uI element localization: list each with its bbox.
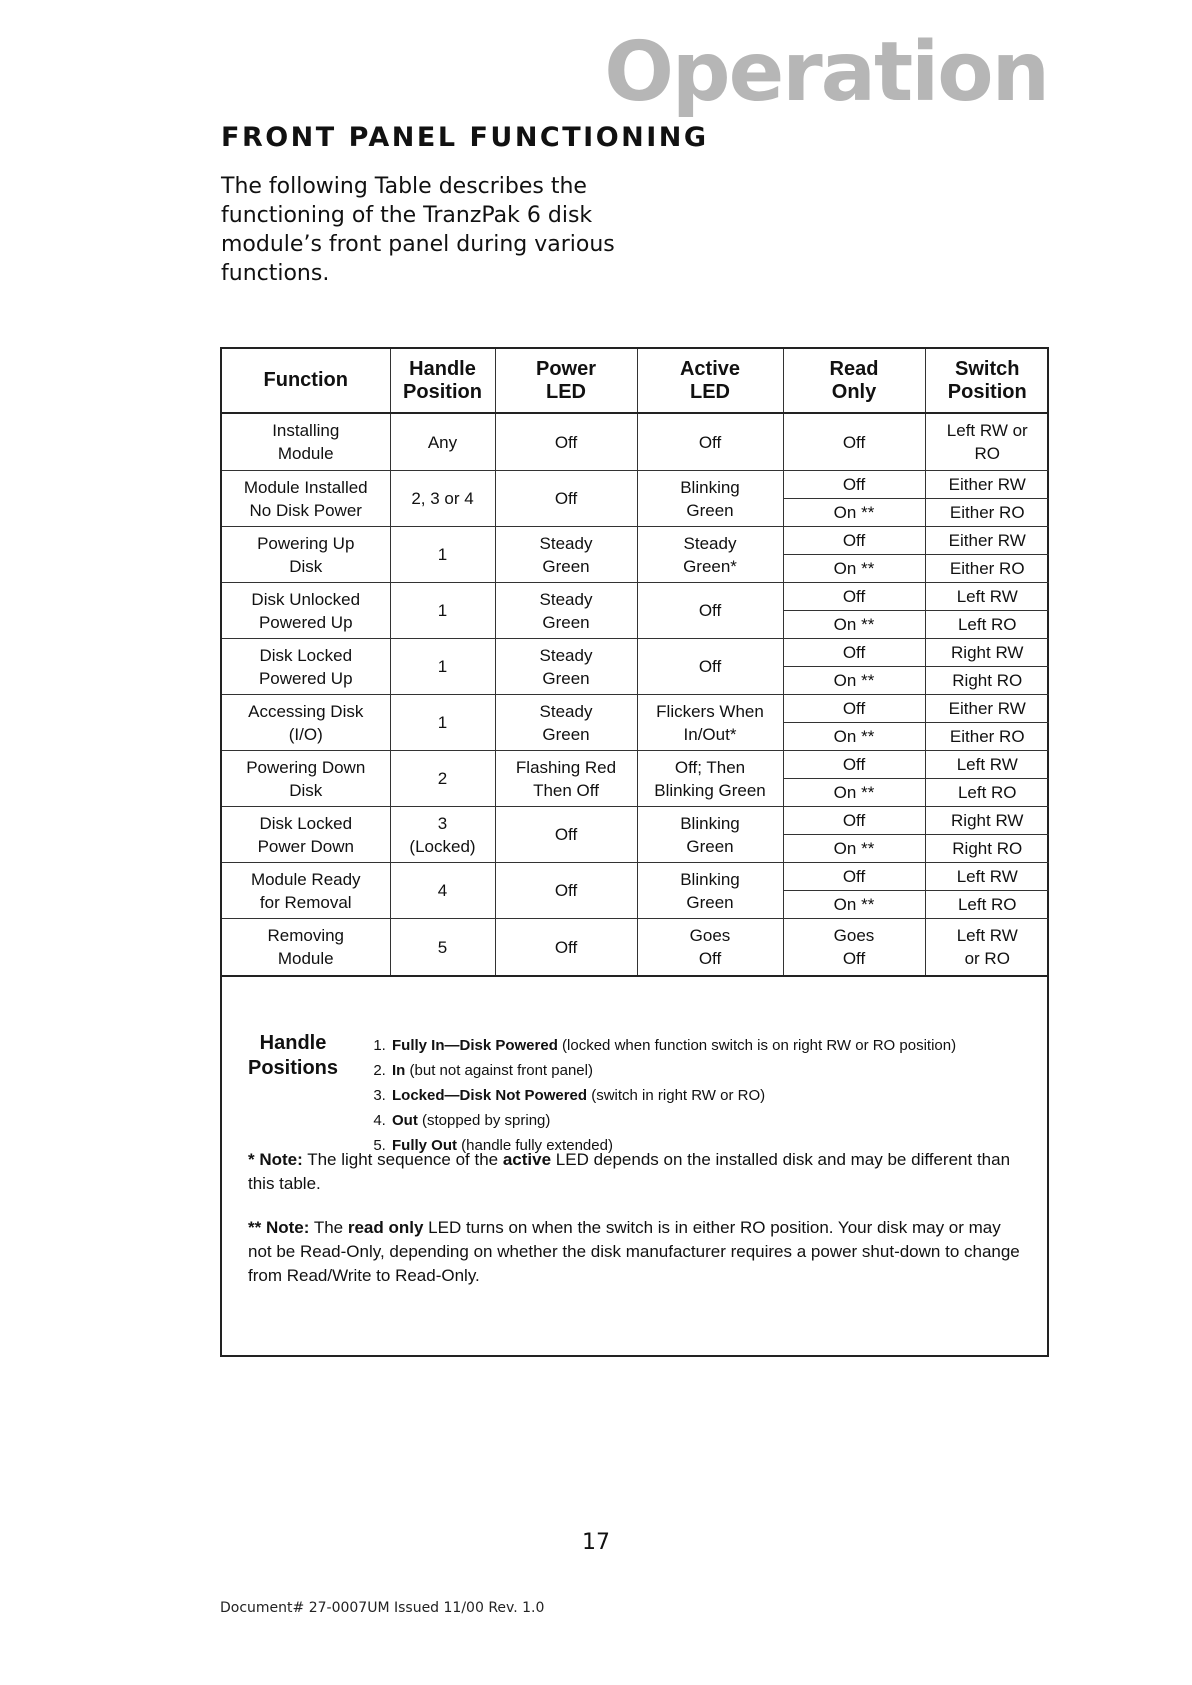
cell-switch-position: Right RW — [925, 807, 1049, 835]
cell-active-led: Blinking Green — [637, 863, 783, 919]
table-header-row — [222, 349, 1049, 413]
table-row — [222, 863, 1049, 891]
page-number: 17 — [582, 1530, 610, 1555]
cell-switch-position: Left RO — [925, 891, 1049, 919]
cell-handle-position: 5 — [390, 919, 495, 977]
cell-power-led: Steady Green — [495, 583, 637, 639]
cell-function: Accessing Disk (I/O) — [222, 695, 390, 751]
cell-active-led: Blinking Green — [637, 807, 783, 863]
cell-switch-position: Left RW — [925, 751, 1049, 779]
cell-power-led: Flashing Red Then Off — [495, 751, 637, 807]
cell-active-led: Steady Green* — [637, 527, 783, 583]
note-active-led: * Note: The light sequence of the active LED depends on the installed disk and may be different than this table. — [248, 1150, 1011, 1193]
cell-read-only: Off — [783, 639, 925, 667]
note-read-only-led: ** Note: The read only LED turns on when the switch is in either RO position. Your disk may or may not be Read-Only, depending on whether the disk manufacturer requires a power shut-down to change from Read/Write to Read-Only. — [248, 1218, 1020, 1285]
front-panel-table — [222, 349, 1049, 977]
section-title: FRONT PANEL FUNCTIONING — [221, 122, 709, 153]
cell-read-only: Off — [783, 413, 925, 471]
cell-switch-position: Right RO — [925, 835, 1049, 863]
cell-function: Module Ready for Removal — [222, 863, 390, 919]
header-switch-position: Switch Position — [925, 349, 1049, 413]
cell-switch-position: Left RO — [925, 611, 1049, 639]
cell-read-only: On ** — [783, 611, 925, 639]
cell-active-led: Blinking Green — [637, 471, 783, 527]
cell-power-led: Steady Green — [495, 639, 637, 695]
cell-power-led: Off — [495, 863, 637, 919]
cell-handle-position: 4 — [390, 863, 495, 919]
cell-power-led: Off — [495, 413, 637, 471]
cell-handle-position: 2 — [390, 751, 495, 807]
cell-function: Installing Module — [222, 413, 390, 471]
cell-read-only: Off — [783, 807, 925, 835]
cell-power-led: Steady Green — [495, 527, 637, 583]
cell-function: Module Installed No Disk Power — [222, 471, 390, 527]
cell-active-led: Off — [637, 583, 783, 639]
cell-switch-position: Left RW — [925, 583, 1049, 611]
cell-switch-position: Either RW — [925, 471, 1049, 499]
cell-read-only: On ** — [783, 555, 925, 583]
cell-read-only: On ** — [783, 835, 925, 863]
cell-read-only: Off — [783, 751, 925, 779]
table-row — [222, 639, 1049, 667]
cell-switch-position: Either RO — [925, 723, 1049, 751]
header-power-led: Power LED — [495, 349, 637, 413]
legend-item: 1. Fully In—Disk Powered (locked when function switch is on right RW or RO position) — [390, 1033, 956, 1058]
table-row — [222, 583, 1049, 611]
legend-list — [370, 1033, 956, 1158]
table-row — [222, 413, 1049, 471]
cell-handle-position: 1 — [390, 695, 495, 751]
legend-item: 3. Locked—Disk Not Powered (switch in right RW or RO) — [390, 1083, 956, 1108]
legend-item: 2. In (but not against front panel) — [390, 1058, 956, 1083]
cell-read-only: On ** — [783, 891, 925, 919]
cell-power-led: Off — [495, 919, 637, 977]
table-row — [222, 695, 1049, 723]
cell-function: Removing Module — [222, 919, 390, 977]
cell-switch-position: Either RO — [925, 499, 1049, 527]
table-row — [222, 919, 1049, 977]
cell-active-led: Off — [637, 639, 783, 695]
cell-active-led: Off; Then Blinking Green — [637, 751, 783, 807]
cell-switch-position: Left RO — [925, 779, 1049, 807]
intro-paragraph: The following Table describes the functioning of the TranzPak 6 disk module’s front panel during various functions. — [221, 174, 615, 286]
cell-function: Disk Locked Power Down — [222, 807, 390, 863]
cell-handle-position: 3 (Locked) — [390, 807, 495, 863]
cell-power-led: Off — [495, 807, 637, 863]
header-active-led: Active LED — [637, 349, 783, 413]
cell-switch-position: Either RO — [925, 555, 1049, 583]
cell-active-led: Off — [637, 413, 783, 471]
cell-active-led: Goes Off — [637, 919, 783, 977]
cell-read-only: On ** — [783, 779, 925, 807]
cell-power-led: Steady Green — [495, 695, 637, 751]
cell-handle-position: 1 — [390, 639, 495, 695]
header-handle-position: Handle Position — [390, 349, 495, 413]
cell-read-only: Goes Off — [783, 919, 925, 977]
cell-read-only: On ** — [783, 499, 925, 527]
table-row — [222, 807, 1049, 835]
cell-handle-position: 1 — [390, 583, 495, 639]
header-read-only: Read Only — [783, 349, 925, 413]
cell-switch-position: Left RW — [925, 863, 1049, 891]
cell-switch-position: Either RW — [925, 527, 1049, 555]
header-function: Function — [222, 349, 390, 413]
front-panel-box — [220, 347, 1049, 1357]
cell-handle-position: 2, 3 or 4 — [390, 471, 495, 527]
cell-read-only: Off — [783, 583, 925, 611]
cell-read-only: Off — [783, 695, 925, 723]
table-row — [222, 751, 1049, 779]
table-row — [222, 527, 1049, 555]
cell-read-only: Off — [783, 471, 925, 499]
cell-function: Powering Down Disk — [222, 751, 390, 807]
cell-read-only: Off — [783, 863, 925, 891]
table-body — [222, 413, 1049, 976]
cell-handle-position: 1 — [390, 527, 495, 583]
table-row — [222, 471, 1049, 499]
cell-power-led: Off — [495, 471, 637, 527]
document-footer: Document# 27-0007UM Issued 11/00 Rev. 1.0 — [220, 1600, 545, 1616]
cell-read-only: Off — [783, 527, 925, 555]
cell-function: Disk Unlocked Powered Up — [222, 583, 390, 639]
cell-switch-position: Either RW — [925, 695, 1049, 723]
cell-function: Powering Up Disk — [222, 527, 390, 583]
cell-switch-position: Right RO — [925, 667, 1049, 695]
cell-switch-position: Left RW or RO — [925, 919, 1049, 977]
cell-switch-position: Right RW — [925, 639, 1049, 667]
legend-title: Handle Positions — [247, 1032, 338, 1079]
cell-function: Disk Locked Powered Up — [222, 639, 390, 695]
chapter-title: Operation — [604, 25, 1048, 120]
legend-item: 5. Fully Out (handle fully extended) — [390, 1133, 956, 1158]
cell-handle-position: Any — [390, 413, 495, 471]
legend-item: 4. Out (stopped by spring) — [390, 1108, 956, 1133]
cell-switch-position: Left RW or RO — [925, 413, 1049, 471]
cell-read-only: On ** — [783, 667, 925, 695]
cell-active-led: Flickers When In/Out* — [637, 695, 783, 751]
cell-read-only: On ** — [783, 723, 925, 751]
